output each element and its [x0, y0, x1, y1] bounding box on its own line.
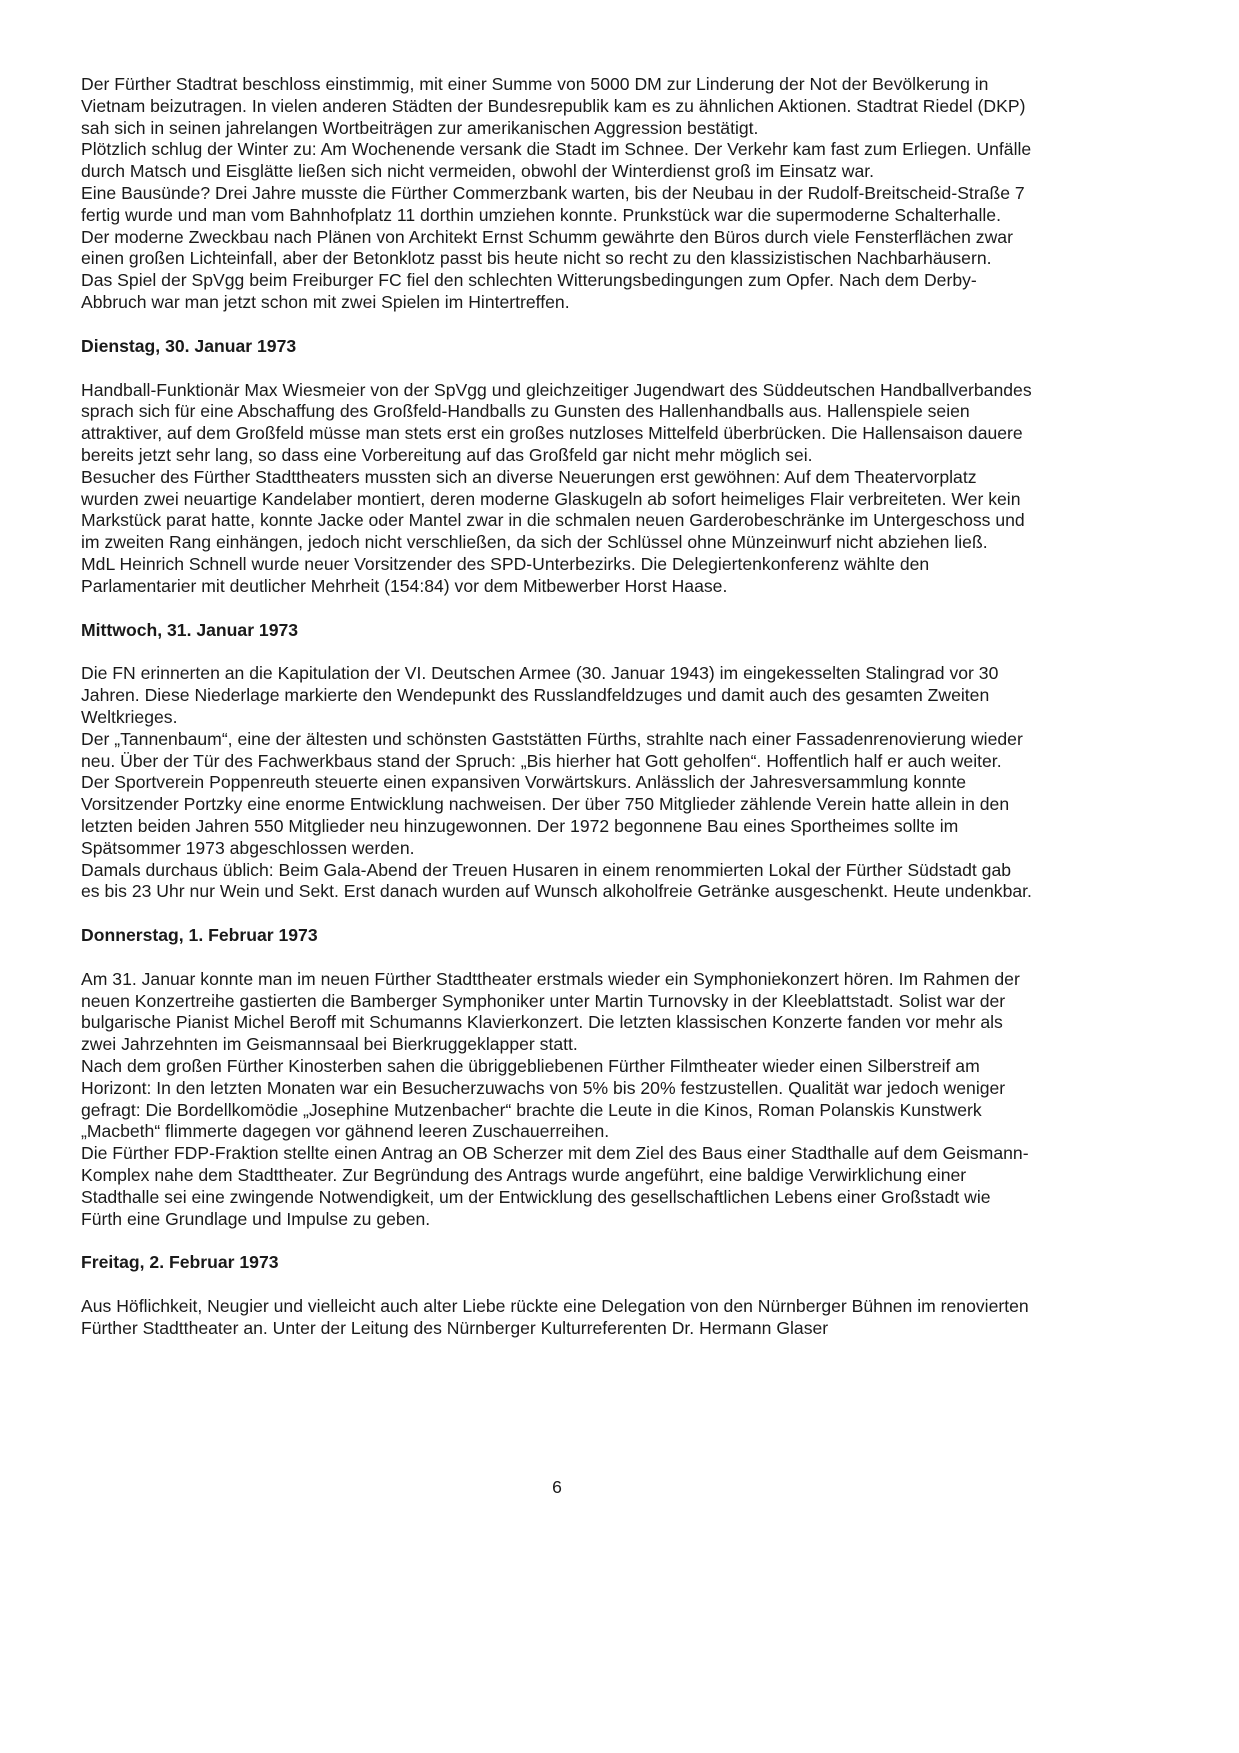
body-paragraph: Der „Tannenbaum“, eine der ältesten und schönsten Gaststätten Fürths, strahlte nach einer Fassadenrenovierung wieder neu. Über der Tür des Fachwerkbaus stand der Spruch: „Bis hierher hat Gott geholfen“. Hoffentlich half er auch weiter. [81, 728, 1023, 771]
body-paragraph: Am 31. Januar konnte man im neuen Fürther Stadttheater erstmals wieder ein Symphoniekonzert hören. Im Rahmen der neuen Konzertreihe gastierten die Bamberger Symphoniker unter Martin Turnovsky in der Kleeblattstadt. Solist war der bulgarische Pianist Michel Beroff mit Schumanns Klavierkonzert. Die letzten klassischen Konzerte fanden vor mehr als zwei Jahrzehnten im Geismannsaal bei Bierkruggeklapper statt. [81, 968, 1020, 1055]
body-paragraph: Die Fürther FDP-Fraktion stellte einen Antrag an OB Scherzer mit dem Ziel des Baus einer Stadthalle auf dem Geismann-Komplex nahe dem Stadttheater. Zur Begründung des Antrags wurde angeführt, eine baldige Verwirklichung einer Stadthalle sei eine zwingende Notwendigkeit, um der Entwicklung des gesellschaftlichen Lebens einer Großstadt wie Fürth eine Grundlage und Impulse zu geben. [81, 1143, 1029, 1229]
body-paragraph: Handball-Funktionär Max Wiesmeier von der SpVgg und gleichzeitiger Jugendwart des Süddeutschen Handballverbandes sprach sich für eine Abschaffung des Großfeld-Handballs zu Gunsten des Hallenhandballs aus. Hallenspiele seien attraktiver, auf dem Großfeld müsse man stets erst ein großes nutzloses Mittelfeld überbrücken. Die Hallensaison dauere bereits jetzt sehr lang, so dass eine Vorbereitung auf das Großfeld gar nicht mehr möglich sei. [81, 379, 1032, 465]
document-body [81, 74, 1033, 1340]
body-paragraph: Aus Höflichkeit, Neugier und vielleicht auch alter Liebe rückte eine Delegation von den Nürnberger Bühnen im renovierten Fürther Stadttheater an. Unter der Leitung des Nürnberger Kulturreferenten Dr. Hermann Glaser [81, 1296, 1029, 1339]
body-paragraph: Eine Bausünde? Drei Jahre musste die Fürther Commerzbank warten, bis der Neubau in der Rudolf-Breitscheid-Straße 7 fertig wurde und man vom Bahnhofplatz 11 dorthin umziehen konnte. Prunkstück war die supermoderne Schalterhalle. Der moderne Zweckbau nach Plänen von Architekt Ernst Schumm gewährte den Büros durch viele Fensterflächen zwar einen großen Lichteinfall, aber der Betonklotz passt bis heute nicht so recht zu den klassizistischen Nachbarhäusern. [81, 182, 1025, 269]
section-heading: Freitag, 2. Februar 1973 [81, 1252, 279, 1273]
body-paragraph: Der Fürther Stadtrat beschloss einstimmig, mit einer Summe von 5000 DM zur Linderung der Not der Bevölkerung in Vietnam beizutragen. In vielen anderen Städten der Bundesrepublik kam es zu ähnlichen Aktionen. Stadtrat Riedel (DKP) sah sich in seinen jahrelangen Wortbeiträgen zur amerikanischen Aggression bestätigt. [81, 74, 1026, 138]
page-number: 6 [552, 1477, 562, 1497]
body-paragraph: Besucher des Fürther Stadttheaters mussten sich an diverse Neuerungen erst gewöhnen: Auf dem Theatervorplatz wurden zwei neuartige Kandelaber montiert, deren moderne Glaskugeln ab sofort heimeliges Flair verbreiteten. Wer kein Markstück parat hatte, konnte Jacke oder Mantel zwar in die schmalen neuen Garderobeschränke im Untergeschoss und im zweiten Rang einhängen, jedoch nicht verschließen, da sich der Schlüssel ohne Münzeinwurf nicht abziehen ließ. [81, 466, 1025, 553]
section-heading: Dienstag, 30. Januar 1973 [81, 335, 297, 356]
body-paragraph: Die FN erinnerten an die Kapitulation der VI. Deutschen Armee (30. Januar 1943) im eingekesselten Stalingrad vor 30 Jahren. Diese Niederlage markierte den Wendepunkt des Russlandfeldzuges und damit auch des gesamten Zweiten Weltkrieges. [81, 663, 999, 727]
body-paragraph: Das Spiel der SpVgg beim Freiburger FC fiel den schlechten Witterungsbedingungen zum Opfer. Nach dem Derby-Abbruch war man jetzt schon mit zwei Spielen im Hintertreffen. [81, 270, 977, 312]
section-heading: Mittwoch, 31. Januar 1973 [81, 619, 299, 640]
body-paragraph: Nach dem großen Fürther Kinosterben sahen die übriggebliebenen Fürther Filmtheater wieder einen Silberstreif am Horizont: In den letzten Monaten war ein Besucherzuwachs von 5% bis 20% festzustellen. Qualität war jedoch weniger gefragt: Die Bordellkomödie „Josephine Mutzenbacher“ brachte die Leute in die Kinos, Roman Polanskis Kunstwerk „Macbeth“ flimmerte dagegen vor gähnend leeren Zuschauerreihen. [81, 1056, 1006, 1142]
section-heading: Donnerstag, 1. Februar 1973 [81, 925, 318, 946]
body-paragraph: Plötzlich schlug der Winter zu: Am Wochenende versank die Stadt im Schnee. Der Verkehr kam fast zum Erliegen. Unfälle durch Matsch und Eisglätte ließen sich nicht vermeiden, obwohl der Winterdienst groß im Einsatz war. [81, 139, 1032, 182]
body-paragraph: Der Sportverein Poppenreuth steuerte einen expansiven Vorwärtskurs. Anlässlich der Jahresversammlung konnte Vorsitzender Portzky eine enorme Entwicklung nachweisen. Der über 750 Mitglieder zählende Verein hatte allein in den letzten beiden Jahren 550 Mitglieder neu hinzugewonnen. Der 1972 begonnene Bau eines Sportheimes sollte im Spätsommer 1973 abgeschlossen werden. [81, 772, 1010, 858]
body-paragraph: Damals durchaus üblich: Beim Gala-Abend der Treuen Husaren in einem renommierten Lokal der Fürther Südstadt gab es bis 23 Uhr nur Wein und Sekt. Erst danach wurden auf Wunsch alkoholfreie Getränke ausgeschenkt. Heute undenkbar. [81, 859, 1032, 902]
body-paragraph: MdL Heinrich Schnell wurde neuer Vorsitzender des SPD-Unterbezirks. Die Delegiertenkonferenz wählte den Parlamentarier mit deutlicher Mehrheit (154:84) vor dem Mitbewerber Horst Haase. [81, 553, 930, 596]
